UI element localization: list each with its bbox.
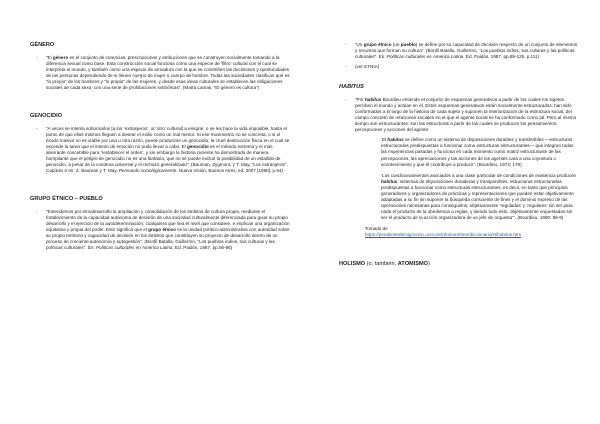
heading-habitus: HABITUS xyxy=(339,84,364,91)
entry-habitus-1: - “Por habitus Bourdieu entiende el conjunto de esquemas generativos a partir de los cuales los sujetos perciben el mundo y actúan en él. Estos esquemas generativos están socialmente estructurados: han sido conformados a lo largo de la historia de cada sujeto y suponen la interiorización de la estructura social, del campo concreto de relaciones sociales en el que el agente social se ha conformado como tal. Pero al mismo tiempo son estructurantes: son las estructuras a partir de las cuales se producen los pensamientos, percepciones y acciones del agente: xyxy=(345,96,577,133)
source-reference xyxy=(365,226,579,238)
source-label: Tomado de xyxy=(365,226,388,232)
source-link[interactable]: https://pendientedemigracion.ucm.es/info/eurotheo/diccionario/H/habitus.htm xyxy=(365,232,522,238)
list-dash: - xyxy=(345,64,347,70)
entry-grupo-etnico-2: - “Un grupo étnico (un pueblo) se define por su capacidad de decisión respecto de un conjunto de elementos y recursos que forman su cultura”. (Bonfil Batalla, Guillermo, “Los pueblos indios, sus culturas y las políticas culturales”. En: Políticas culturales en América Latina. Ed. Paidós, 1987. pp.89-125. p.111) xyxy=(345,42,578,60)
heading-holismo: HOLISMO (o, también, ATOMISMO) xyxy=(339,260,430,267)
quote-habitus-2: ‘Los condicionamientos asociados a una clase particular de condiciones de existencia producen habitus, sistemas de disposiciones duraderas y transponibles, estructuras estructuradas predispuestas a funcionar como estructuras estructurantes, es decir, en tanto que principios generadores y organizadores de prácticas y representaciones que pueden estar objetivamente adaptadas a su fin sin suponer la búsqueda consciente de fines y el dominio expreso de las operaciones necesarias para conseguirlos, objetivamente ‘reguladas’ y ‘regulares’ sin ser para nada el producto de la obediencia a reglas, y siendo todo esto, objetivamente orquestadas sin ser el producto de la acción organizadora de un jefe de orquesta’”. (Bourdieu, 1980: 88-9) xyxy=(381,172,577,221)
right-column xyxy=(339,42,579,273)
heading-grupo-etnico-pueblo: GRUPO ÉTNICO – PUEBLO xyxy=(30,196,103,203)
entry-grupo-etnico-3: - (ver ETNIA) xyxy=(345,64,380,70)
heading-genero: GÉNERO xyxy=(30,42,55,48)
list-dash: - xyxy=(345,96,347,102)
left-column xyxy=(30,42,292,255)
list-dash: - xyxy=(36,54,38,60)
entry-genocidio-1: - “A veces se intenta sobornarlos [a los ‘extranjeros’, al ‘otro’ cultural] a emigrar, o se les hace la vida imposible, hasta el punto de que ellos mismos lleguen a desear el exilio como un mal menor. Si ese movimiento no se concreta, o si el éxodo masivo no es viable por una u otra razón, puede producirse un genocidio; la cruel destrucción física en el cual se esconde la tarea que el intento de emoción no pudo llevar a cabo. El genocidio es el método extremo y el más aberrante concebible para ‘restablecer el orden’, y sin embargo la historia reciente ha demostrado de manera horripilante que el peligro de genocidio no es una fantasía, que no se puede excluir la posibilidad de un estallido de genocidio, a pesar de la condena universal y el rechazo generalizado”. (Bauman, Zygmunt, y T. May, “Los extranjeros”, Capítulo 3 en: Z. Bauman y T. May, Pensando sociológicamente. Nueva Visión, Buenos Aires, ed. 2007 [1990]; p.64) xyxy=(36,125,290,174)
quote-habitus-1: ‘El habitus se define como un sistema de disposiciones durables y transferibles —estructuras estructuradas predispuestas a funcionar como estructuras estructurantes— que integran todas las experiencias pasadas y funciona en cada momento como matriz estructurante de las percepciones, las apreciaciones y las acciones de los agentes cara a una coyuntura o acontecimiento y que él contribuye a producir’. (Bourdieu, 1972: 178) xyxy=(381,137,574,167)
list-dash: - xyxy=(36,125,38,131)
list-dash: - xyxy=(36,208,38,214)
list-dash: - xyxy=(345,42,347,47)
entry-grupo-etnico-1: - “Entendemos por etnodesarrollo la ampliación y consolidación de los ámbitos de cultura propia, mediante el fortalecimiento de la capacidad autónoma de decisión de una sociedad culturalmente diferenciada para guiar su propio desarrollo y el ejercicio de la autodeterminación, cualquiera que sea el nivel que considere, e implican una organización equitativa y propia del poder. Esto significa que el grupo étnico es la unidad político-administrativa con autoridad sobre su propio territorio y capacidad de decisión en los ámbitos que constituyen su proyecto de desarrollo dentro de un proceso de creciente autonomía y autogestión”. (Bonfil Batalla, Guillermo, “Los pueblos indios, sus culturas y las políticas culturales”. En: Políticas culturales en América Latina. Ed. Paidós, 1987. pp.95-96) xyxy=(36,208,290,251)
heading-genocidio: GENOCIDIO xyxy=(30,113,63,120)
entry-genero-1: - “El género es el conjunto de creencias, prescripciones y atribuciones que se construyen socialmente tomando a la diferencia sexual como base. Esta construcción social funciona como una especie de ‘filtro’ cultural con el cual se interpreta el mundo, y también como una especie de armadura con la que se constriñen las decisiones y oportunidades de las personas dependiendo de si tienen cuerpo de mujer o cuerpo de hombre. Todas las sociedades clasifican qué es “lo propio” de los hombres y “lo propio” de las mujeres, y desde esas ideas culturales se establecen las obligaciones sociales de cada sexo, con una serie de prohibiciones simbólicas”. (Marta Lamas, “El género es cultura”) xyxy=(36,54,290,91)
